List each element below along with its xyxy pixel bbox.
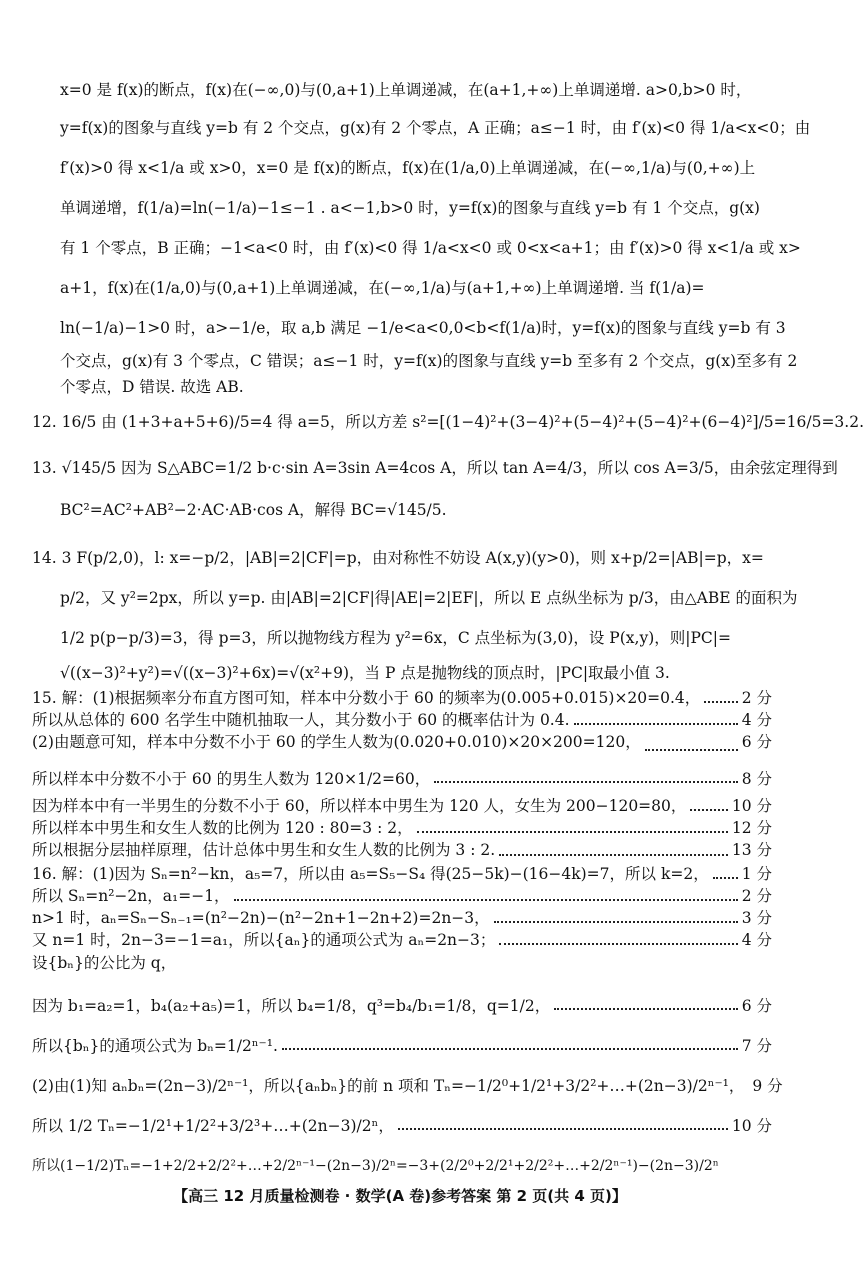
page-footer: 【高三 12 月质量检测卷 · 数学(A 卷)参考答案 第 2 页(共 4 页)】: [173, 1187, 627, 1205]
q15-step-5-score: 10 分: [731, 797, 772, 815]
q16-step-6-score: 6 分: [741, 997, 772, 1015]
q16-step-1-text: 16. 解：(1)因为 Sₙ=n²−kn，a₅=7，所以由 a₅=S₅−S₄ 得(25−5k)−(16−4k)=7，所以 k=2，: [32, 865, 709, 883]
q16-step-4: [32, 930, 772, 952]
q16-step-9-score: 10 分: [731, 1117, 772, 1135]
q16-step-6-text: 因为 b₁=a₂=1，b₄(a₂+a₅)=1，所以 b₄=1/8，q³=b₄/b₁=1/8，q=1/2，: [32, 997, 551, 1015]
q15-step-2-text: 所以从总体的 600 名学生中随机抽取一人，其分数小于 60 的概率估计为 0.4.: [32, 711, 570, 729]
q14-line-1: 14. 3 F(p/2,0)，l: x=−p/2，|AB|=2|CF|=p，由对称性不妨设 A(x,y)(y>0)，则 x+p/2=|AB|=p，x=: [32, 549, 764, 567]
q16-step-3-text: n>1 时，aₙ=Sₙ−Sₙ₋₁=(n²−2n)−(n²−2n+1−2n+2)=2n−3，: [32, 909, 490, 927]
q15-step-4-text: 所以样本中分数不小于 60 的男生人数为 120×1/2=60，: [32, 770, 431, 788]
q11-line-2: y=f(x)的图象与直线 y=b 有 2 个交点，g(x)有 2 个零点，A 正确；a≤−1 时，由 f′(x)<0 得 1/a<x<0；由: [60, 119, 811, 137]
q16-step-2: [32, 886, 772, 908]
q16-step-6: [32, 986, 772, 1026]
q15-step-1-score: 2 分: [741, 689, 772, 707]
q12-solution: [32, 404, 864, 446]
q13-line-1: 13. √145/5 因为 S△ABC=1/2 b·c·sin A=3sin A=4cos A，所以 tan A=4/3，所以 cos A=3/5，由余弦定理得到: [32, 459, 838, 477]
q15-step-6: [32, 818, 772, 840]
q15-step-3-text: (2)由题意可知，样本中分数不小于 60 的学生人数为(0.020+0.010)×20×200=120，: [32, 733, 641, 751]
q16-step-9: [32, 1106, 772, 1146]
q15-step-2: [32, 710, 772, 732]
q16-step-8-score: 9 分: [752, 1077, 783, 1095]
q13-solution: [32, 446, 838, 538]
q15-step-3-score: 6 分: [741, 733, 772, 751]
q11-line-6: a+1，f(x)在(1/a,0)与(0,a+1)上单调递减，在(−∞,1/a)与(a+1,+∞)上单调递增. 当 f(1/a)=: [60, 279, 705, 297]
q15-step-5: [32, 796, 772, 818]
q11-line-5: 有 1 个零点，B 正确；−1<a<0 时，由 f′(x)<0 得 1/a<x<0 或 0<x<a+1；由 f′(x)>0 得 x<1/a 或 x>: [60, 239, 801, 257]
q16-step-3-score: 3 分: [741, 909, 772, 927]
q15-step-1: [32, 688, 772, 710]
q16-step-5: 设{bₙ}的公比为 q，: [32, 954, 177, 972]
q15-step-6-text: 所以样本中男生和女生人数的比例为 120 : 80=3 : 2，: [32, 819, 413, 837]
q16-step-3: [32, 908, 772, 930]
q11-line-3: f′(x)>0 得 x<1/a 或 x>0，x=0 是 f(x)的断点，f(x)在(1/a,0)上单调递减，在(−∞,1/a)与(0,+∞)上: [60, 159, 756, 177]
q15-step-2-score: 4 分: [741, 711, 772, 729]
q11-line-4: 单调递增，f(1/a)=ln(−1/a)−1≤−1 . a<−1,b>0 时，y=f(x)的图象与直线 y=b 有 1 个交点，g(x): [60, 199, 760, 217]
q16-step-7: [32, 1026, 772, 1066]
q16-step-7-text: 所以{bₙ}的通项公式为 bₙ=1/2ⁿ⁻¹.: [32, 1037, 278, 1055]
q11-line-9: 个零点，D 错误. 故选 AB.: [60, 378, 244, 396]
q15-step-5-text: 因为样本中有一半男生的分数不小于 60，所以样本中男生为 120 人，女生为 200−120=80，: [32, 797, 687, 815]
q16-step-4-score: 4 分: [741, 931, 772, 949]
leader-dots: [499, 943, 737, 945]
leader-dots: [645, 749, 738, 751]
q16-step-1: [32, 864, 772, 886]
q11-line-7: ln(−1/a)−1>0 时，a>−1/e，取 a,b 满足 −1/e<a<0,0<b<f(1/a)时，y=f(x)的图象与直线 y=b 有 3: [60, 319, 786, 337]
q12-line: 12. 16/5 由 (1+3+a+5+6)/5=4 得 a=5，所以方差 s²=[(1−4)²+(3−4)²+(5−4)²+(5−4)²+(6−4)²]/5=16/5=3.2.: [32, 413, 864, 431]
q15-solution: [32, 688, 772, 864]
leader-dots: [554, 1008, 737, 1010]
q16-step-2-text: 所以 Sₙ=n²−2n，a₁=−1，: [32, 887, 230, 905]
leader-dots: [234, 899, 738, 901]
q16-step-9-text: 所以 1/2 Tₙ=−1/2¹+1/2²+3/2³+…+(2n−3)/2ⁿ，: [32, 1117, 394, 1135]
q11-line-1: x=0 是 f(x)的断点，f(x)在(−∞,0)与(0,a+1)上单调递减，在(a+1,+∞)上单调递增. a>0,b>0 时，: [60, 81, 752, 99]
leader-dots: [713, 877, 738, 879]
q16-step-1-score: 1 分: [741, 865, 772, 883]
leader-dots: [398, 1128, 728, 1130]
answer-page: [32, 72, 864, 1186]
q16-step-4-text: 又 n=1 时，2n−3=−1=a₁，所以{aₙ}的通项公式为 aₙ=2n−3；: [32, 931, 496, 949]
leader-dots: [690, 809, 727, 811]
leader-dots: [704, 701, 737, 703]
leader-dots: [574, 723, 738, 725]
q16-step-8: [32, 1066, 783, 1106]
q14-solution: [32, 538, 798, 688]
q15-step-1-text: 15. 解：(1)根据频率分布直方图可知，样本中分数小于 60 的频率为(0.005+0.015)×20=0.4，: [32, 689, 701, 707]
leader-dots: [282, 1048, 738, 1050]
q16-step-10: 所以(1−1/2)Tₙ=−1+2/2+2/2²+…+2/2ⁿ⁻¹−(2n−3)/2ⁿ=−3+(2/2⁰+2/2¹+2/2²+…+2/2ⁿ⁻¹)−(2n−3)/2ⁿ: [32, 1158, 719, 1174]
q14-line-3: 1/2 p(p−p/3)=3，得 p=3，所以抛物线方程为 y²=6x，C 点坐标为(3,0)，设 P(x,y)，则|PC|=: [60, 629, 731, 647]
q13-line-2: BC²=AC²+AB²−2·AC·AB·cos A，解得 BC=√145/5.: [60, 501, 447, 519]
q16-step-8-text: (2)由(1)知 aₙbₙ=(2n−3)/2ⁿ⁻¹，所以{aₙbₙ}的前 n 项和 Tₙ=−1/2⁰+1/2¹+3/2²+…+(2n−3)/2ⁿ⁻¹，: [32, 1077, 745, 1095]
q16-step-2-score: 2 分: [741, 887, 772, 905]
q14-line-4: √((x−3)²+y²)=√((x−3)²+6x)=√(x²+9)，当 P 点是抛物线的顶点时，|PC|取最小值 3.: [60, 664, 670, 682]
q14-line-2: p/2，又 y²=2px，所以 y=p. 由|AB|=2|CF|得|AE|=2|EF|，所以 E 点纵坐标为 p/3，由△ABE 的面积为: [60, 589, 798, 607]
q15-step-6-score: 12 分: [731, 819, 772, 837]
leader-dots: [494, 921, 738, 923]
q15-step-7-text: 所以根据分层抽样原理，估计总体中男生和女生人数的比例为 3 : 2.: [32, 841, 496, 859]
q11-solution: [60, 72, 811, 404]
q15-step-4-score: 8 分: [741, 770, 772, 788]
q16-solution: [32, 864, 783, 1186]
leader-dots: [434, 781, 737, 783]
q15-step-7-score: 13 分: [731, 841, 772, 859]
q16-step-7-score: 7 分: [741, 1037, 772, 1055]
leader-dots: [499, 854, 728, 856]
leader-dots: [417, 831, 728, 833]
q15-step-4: [32, 762, 772, 796]
q15-step-7: [32, 840, 772, 864]
q15-step-3: [32, 732, 772, 762]
q11-line-8: 个交点，g(x)有 3 个零点，C 错误；a≤−1 时，y=f(x)的图象与直线 y=b 至多有 2 个交点，g(x)至多有 2: [60, 352, 798, 370]
